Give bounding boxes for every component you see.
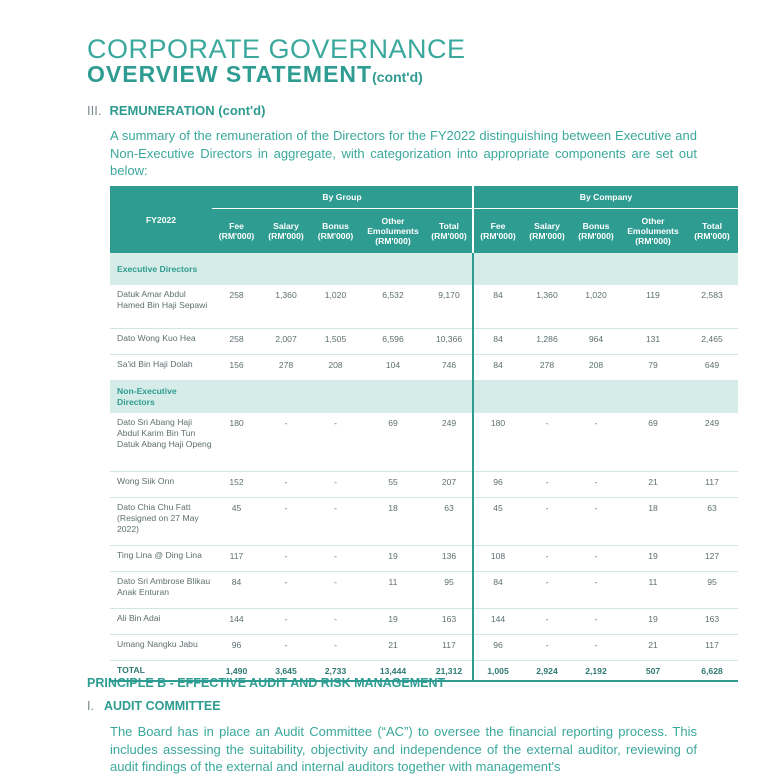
value-cell: 131 (620, 329, 686, 355)
value-cell: 11 (360, 572, 426, 609)
value-cell: 108 (473, 546, 522, 572)
value-cell: 63 (426, 498, 473, 546)
value-cell: 117 (426, 635, 473, 661)
category-fill (473, 381, 738, 414)
value-cell: 180 (473, 413, 522, 472)
director-name: Ting Lina @ Ding Lina (110, 546, 212, 572)
value-cell: 144 (212, 609, 261, 635)
value-cell: 1,286 (522, 329, 572, 355)
column-unit: (RM'000) (375, 236, 411, 246)
value-cell: 19 (620, 546, 686, 572)
table-corner-label: FY2022 (110, 186, 212, 253)
value-cell: - (522, 498, 572, 546)
value-cell: - (261, 498, 311, 546)
value-cell: 21 (360, 635, 426, 661)
category-label: Executive Directors (110, 253, 212, 285)
value-cell: - (572, 635, 620, 661)
director-name: Wong Siik Onn (110, 472, 212, 498)
value-cell: 84 (473, 285, 522, 329)
value-cell: - (311, 635, 360, 661)
column-unit: (RM'000) (480, 231, 516, 241)
value-cell: 746 (426, 355, 473, 381)
value-cell: 6,628 (686, 661, 738, 682)
column-name: Bonus (322, 221, 349, 231)
value-cell: 84 (473, 329, 522, 355)
section-heading-remuneration (87, 103, 265, 118)
company-header: By Company (473, 186, 738, 209)
value-cell: 21 (620, 472, 686, 498)
value-cell: 96 (212, 635, 261, 661)
director-name: Umang Nangku Jabu (110, 635, 212, 661)
value-cell: - (522, 546, 572, 572)
value-cell: 84 (212, 572, 261, 609)
value-cell: 2,465 (686, 329, 738, 355)
column-unit: (RM'000) (529, 231, 565, 241)
table-row (110, 355, 738, 381)
value-cell: 1,020 (311, 285, 360, 329)
value-cell: - (522, 572, 572, 609)
value-cell: - (311, 498, 360, 546)
value-cell: 19 (360, 546, 426, 572)
table-row (110, 572, 738, 609)
value-cell: 55 (360, 472, 426, 498)
column-header (261, 209, 311, 254)
value-cell: 10,366 (426, 329, 473, 355)
column-name: Fee (490, 221, 506, 231)
value-cell: 1,360 (261, 285, 311, 329)
value-cell: 136 (426, 546, 473, 572)
value-cell: 278 (522, 355, 572, 381)
value-cell: 144 (473, 609, 522, 635)
category-fill (473, 253, 738, 285)
column-unit: (RM'000) (635, 236, 671, 246)
value-cell: - (261, 472, 311, 498)
column-header (522, 209, 572, 254)
value-cell: - (522, 413, 572, 472)
value-cell: 2,192 (572, 661, 620, 682)
value-cell: - (311, 572, 360, 609)
table-row (110, 546, 738, 572)
value-cell: - (311, 609, 360, 635)
value-cell: 1,005 (473, 661, 522, 682)
value-cell: 9,170 (426, 285, 473, 329)
category-fill (212, 381, 473, 414)
value-cell: 84 (473, 572, 522, 609)
column-name: Other Emoluments (627, 216, 679, 236)
value-cell: - (311, 472, 360, 498)
column-unit: (RM'000) (268, 231, 304, 241)
value-cell: 2,583 (686, 285, 738, 329)
value-cell: 163 (426, 609, 473, 635)
table-row (110, 285, 738, 329)
remuneration-table (110, 186, 738, 682)
value-cell: 95 (426, 572, 473, 609)
category-row (110, 253, 738, 285)
director-name: TOTAL (110, 661, 212, 682)
column-name: Total (439, 221, 459, 231)
subsection-number: I. (87, 699, 94, 713)
director-name: Dato Wong Kuo Hea (110, 329, 212, 355)
column-name: Fee (229, 221, 244, 231)
value-cell: 258 (212, 329, 261, 355)
value-cell: - (572, 472, 620, 498)
value-cell: 2,924 (522, 661, 572, 682)
column-header (620, 209, 686, 254)
value-cell: 19 (620, 609, 686, 635)
column-unit: (RM'000) (578, 231, 614, 241)
principle-b-heading: PRINCIPLE B - EFFECTIVE AUDIT AND RISK MANAGEMENT (87, 676, 446, 690)
value-cell: 3,645 (261, 661, 311, 682)
column-header (473, 209, 522, 254)
value-cell: 507 (620, 661, 686, 682)
value-cell: - (572, 498, 620, 546)
value-cell: 180 (212, 413, 261, 472)
value-cell: - (522, 609, 572, 635)
value-cell: 156 (212, 355, 261, 381)
value-cell: 104 (360, 355, 426, 381)
value-cell: 21,312 (426, 661, 473, 682)
value-cell: 13,444 (360, 661, 426, 682)
value-cell: 119 (620, 285, 686, 329)
group-header: By Group (212, 186, 473, 209)
value-cell: - (572, 609, 620, 635)
category-row (110, 381, 738, 414)
director-name: Ali Bin Adai (110, 609, 212, 635)
table-row (110, 329, 738, 355)
section-number: III. (87, 103, 102, 118)
column-unit: (RM'000) (431, 231, 467, 241)
column-header (572, 209, 620, 254)
value-cell: 11 (620, 572, 686, 609)
table-row (110, 472, 738, 498)
audit-committee-paragraph: The Board has in place an Audit Committee (“AC”) to oversee the financial reporting process. This includes assessing the suitability, objectivity and independence of the external auditor, reviewing of audit findings of the external and internal auditors together with management's (110, 724, 697, 774)
value-cell: - (261, 609, 311, 635)
value-cell: - (311, 413, 360, 472)
value-cell: - (261, 635, 311, 661)
value-cell: 127 (686, 546, 738, 572)
value-cell: 964 (572, 329, 620, 355)
value-cell: 278 (261, 355, 311, 381)
value-cell: 6,596 (360, 329, 426, 355)
director-name: Dato Chia Chu Fatt (Resigned on 27 May 2022) (110, 498, 212, 546)
column-name: Other Emoluments (367, 216, 419, 236)
value-cell: 21 (620, 635, 686, 661)
value-cell: 1,020 (572, 285, 620, 329)
value-cell: 63 (686, 498, 738, 546)
table-body (110, 253, 738, 681)
director-name: Datuk Amar Abdul Hamed Bin Haji Sepawi (110, 285, 212, 329)
table-row (110, 635, 738, 661)
value-cell: 117 (686, 472, 738, 498)
column-name: Total (702, 221, 722, 231)
value-cell: 45 (473, 498, 522, 546)
column-header (686, 209, 738, 254)
value-cell: 117 (686, 635, 738, 661)
value-cell: 2,007 (261, 329, 311, 355)
page-title: CORPORATE GOVERNANCE (87, 34, 466, 64)
value-cell: 208 (572, 355, 620, 381)
table-row (110, 498, 738, 546)
value-cell: 79 (620, 355, 686, 381)
subsection-title: AUDIT COMMITTEE (103, 699, 221, 713)
column-unit: (RM'000) (694, 231, 730, 241)
value-cell: - (572, 413, 620, 472)
value-cell: 69 (620, 413, 686, 472)
value-cell: 249 (686, 413, 738, 472)
value-cell: 1,505 (311, 329, 360, 355)
value-cell: 258 (212, 285, 261, 329)
title-suffix: (cont'd) (372, 69, 423, 85)
value-cell: 84 (473, 355, 522, 381)
value-cell: - (522, 635, 572, 661)
column-unit: (RM'000) (218, 231, 255, 241)
value-cell: 95 (686, 572, 738, 609)
value-cell: 96 (473, 635, 522, 661)
director-name: Dato Sri Ambrose Blikau Anak Enturan (110, 572, 212, 609)
director-name: Sa'id Bin Haji Dolah (110, 355, 212, 381)
column-header (212, 209, 261, 254)
category-label: Non-Executive Directors (110, 381, 212, 414)
column-header (311, 209, 360, 254)
value-cell: 1,490 (212, 661, 261, 682)
table-row (110, 609, 738, 635)
value-cell: 208 (311, 355, 360, 381)
page-subtitle (87, 61, 423, 88)
column-name: Bonus (582, 221, 610, 231)
director-name: Dato Sri Abang Haji Abdul Karim Bin Tun Datuk Abang Haji Openg (110, 413, 212, 472)
remuneration-paragraph: A summary of the remuneration of the Directors for the FY2022 distinguishing between Executive and Non-Executive Directors in aggregate, with categorization into appropriate components are set out below: (110, 128, 697, 178)
table-row (110, 413, 738, 472)
value-cell: - (261, 572, 311, 609)
value-cell: 69 (360, 413, 426, 472)
column-header (426, 209, 473, 254)
value-cell: 2,733 (311, 661, 360, 682)
column-name: Salary (534, 221, 560, 231)
value-cell: - (261, 546, 311, 572)
value-cell: 18 (620, 498, 686, 546)
category-fill (212, 253, 473, 285)
value-cell: - (261, 413, 311, 472)
value-cell: 45 (212, 498, 261, 546)
value-cell: 117 (212, 546, 261, 572)
column-name: Salary (273, 221, 299, 231)
value-cell: - (522, 472, 572, 498)
value-cell: 1,360 (522, 285, 572, 329)
column-header (360, 209, 426, 254)
value-cell: 19 (360, 609, 426, 635)
value-cell: 6,532 (360, 285, 426, 329)
audit-committee-heading (87, 699, 221, 713)
column-unit: (RM'000) (317, 231, 354, 241)
section-title: REMUNERATION (cont'd) (109, 103, 266, 118)
value-cell: 649 (686, 355, 738, 381)
value-cell: - (311, 546, 360, 572)
value-cell: 207 (426, 472, 473, 498)
value-cell: - (572, 572, 620, 609)
value-cell: - (572, 546, 620, 572)
page-subtitle-text: OVERVIEW STATEMENT (87, 61, 373, 87)
value-cell: 163 (686, 609, 738, 635)
value-cell: 18 (360, 498, 426, 546)
value-cell: 96 (473, 472, 522, 498)
value-cell: 249 (426, 413, 473, 472)
value-cell: 152 (212, 472, 261, 498)
